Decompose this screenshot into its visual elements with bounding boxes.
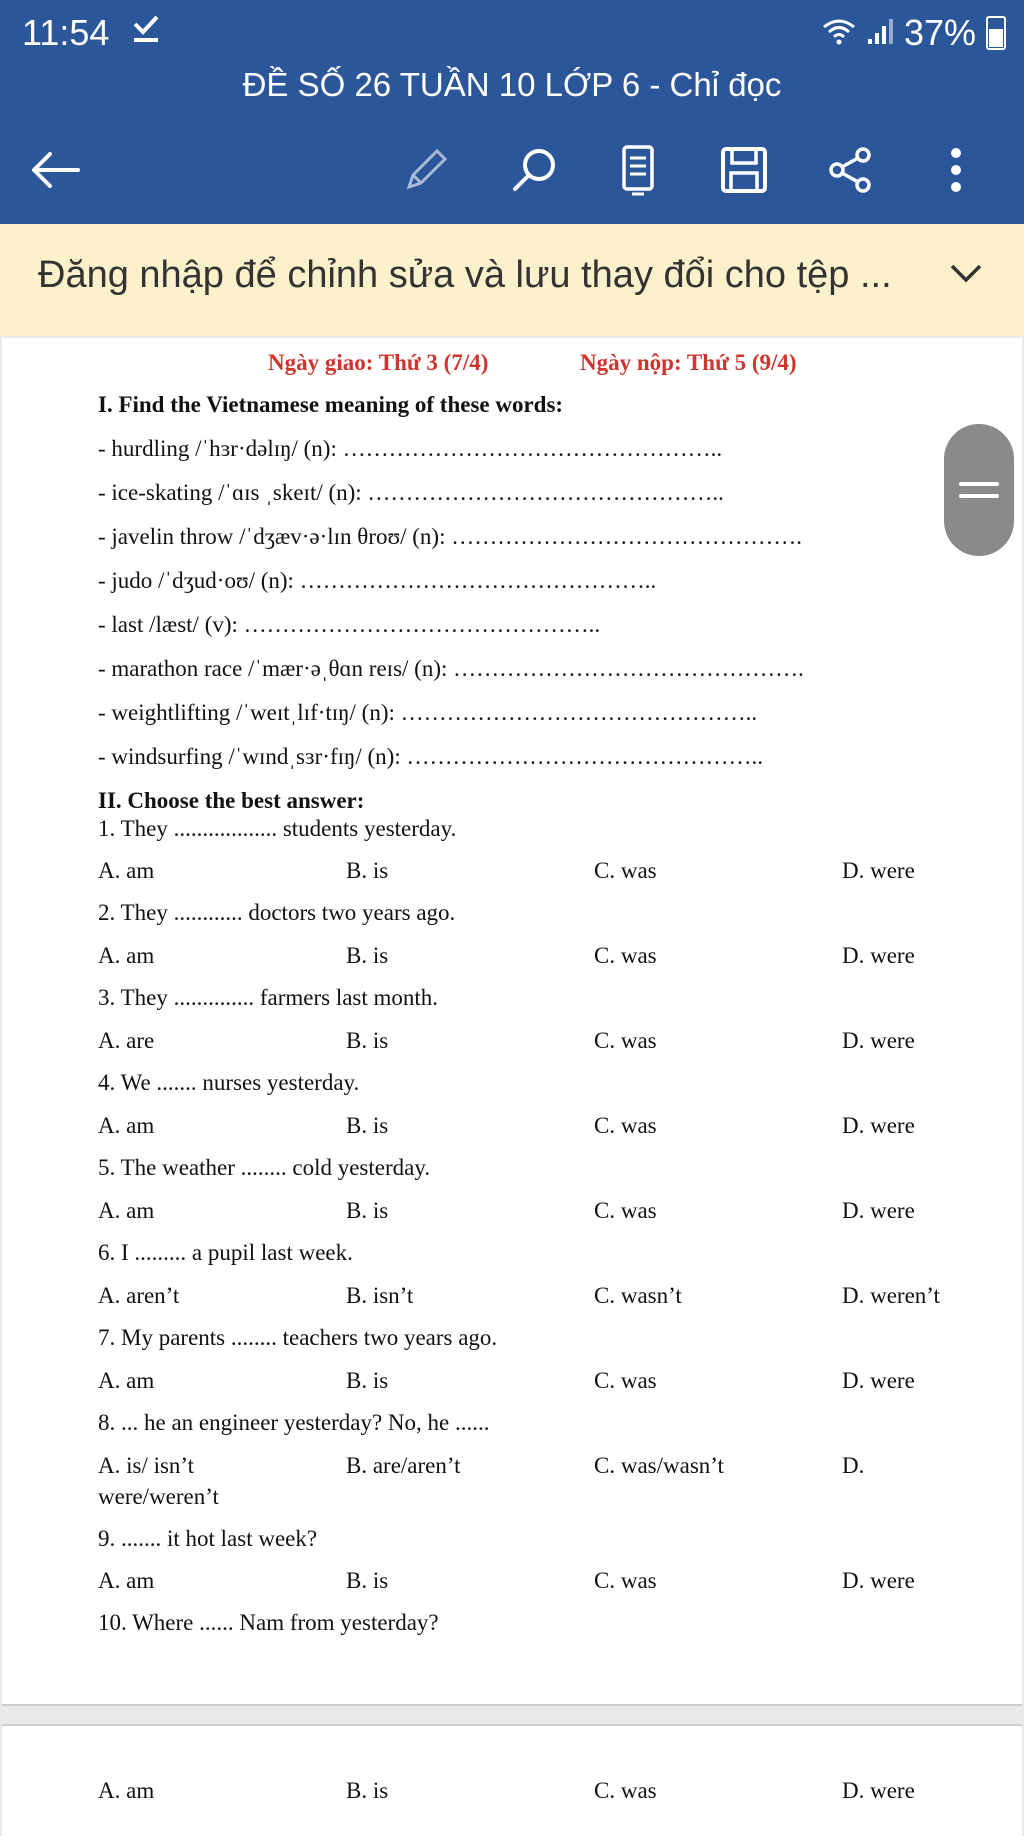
option-d: D. weren’t bbox=[842, 1283, 940, 1308]
question: 1. They .................. students yesterday. bbox=[98, 816, 457, 841]
scroll-handle[interactable] bbox=[944, 424, 1014, 556]
option-c: C. was bbox=[594, 1113, 657, 1138]
save-icon[interactable] bbox=[716, 142, 772, 198]
option-d: D. bbox=[842, 1453, 865, 1478]
edit-pencil-icon[interactable] bbox=[398, 142, 454, 198]
option-b: B. is bbox=[346, 943, 389, 968]
vocab-item: - hurdling /ˈhɜr·dəlɪŋ/ (n): ………………………………………….. bbox=[98, 436, 723, 461]
vocab-item: - weightlifting /ˈweɪtˌlɪf·tɪŋ/ (n): ……………………………………….. bbox=[98, 700, 758, 725]
date-given: Ngày giao: Thứ 3 (7/4) bbox=[268, 350, 489, 375]
option-a: A. am bbox=[98, 1113, 155, 1138]
option-b: B. is bbox=[346, 1368, 389, 1393]
question: 6. I ......... a pupil last week. bbox=[98, 1240, 353, 1265]
option-c: C. was bbox=[594, 1198, 657, 1223]
download-done-icon bbox=[132, 14, 160, 53]
option-b: B. is bbox=[346, 1568, 389, 1593]
question: 10. Where ...... Nam from yesterday? bbox=[98, 1610, 439, 1635]
document-title: ĐỀ SỐ 26 TUẦN 10 LỚP 6 - Chỉ đọc bbox=[242, 66, 782, 103]
option-c: C. was bbox=[594, 1778, 657, 1803]
document-page-2 bbox=[2, 1724, 1022, 1836]
option-d: D. were bbox=[842, 1113, 915, 1138]
question: 3. They .............. farmers last month. bbox=[98, 985, 439, 1010]
vocab-item: - last /læst/ (v): ……………………………………….. bbox=[98, 612, 601, 637]
chevron-down-icon[interactable] bbox=[948, 262, 984, 289]
option-d: D. were bbox=[842, 1778, 915, 1803]
option-b: B. is bbox=[346, 1028, 389, 1053]
option-b: B. is bbox=[346, 1113, 389, 1138]
option-c: C. was bbox=[594, 1028, 657, 1053]
question: 7. My parents ........ teachers two years ago. bbox=[98, 1325, 498, 1350]
vocab-item: - windsurfing /ˈwɪndˌsɜr·fɪŋ/ (n): ……………………………………….. bbox=[98, 744, 763, 769]
option-a: A. am bbox=[98, 1568, 155, 1593]
option-a: A. am bbox=[98, 1198, 155, 1223]
option-c: C. was bbox=[594, 943, 657, 968]
vocab-item: - marathon race /ˈmær·əˌθɑn reɪs/ (n): ………………………………………. bbox=[98, 656, 804, 681]
option-b: B. are/aren’t bbox=[346, 1453, 461, 1478]
option-a: A. aren’t bbox=[98, 1283, 180, 1308]
signal-icon bbox=[866, 12, 894, 54]
question: 5. The weather ........ cold yesterday. bbox=[98, 1155, 431, 1180]
option-d: D. were bbox=[842, 1028, 915, 1053]
option-c: C. was bbox=[594, 1368, 657, 1393]
status-time: 11:54 bbox=[22, 12, 110, 53]
option-d: D. were bbox=[842, 1198, 915, 1223]
option-a: A. am bbox=[98, 943, 155, 968]
option-a: A. are bbox=[98, 1028, 155, 1053]
banner-message: Đăng nhập để chỉnh sửa và lưu thay đổi cho tệp ... bbox=[38, 254, 892, 296]
app-header bbox=[0, 0, 1024, 224]
option-d: D. were bbox=[842, 858, 915, 883]
question: 2. They ............ doctors two years ago. bbox=[98, 900, 456, 925]
option-d: D. were bbox=[842, 1568, 915, 1593]
option-b: B. isn’t bbox=[346, 1283, 414, 1308]
question: 8. ... he an engineer yesterday? No, he ...... bbox=[98, 1410, 490, 1435]
vocab-item: - javelin throw /ˈdʒæv·ə·lɪn θroʊ/ (n): ………………………………………. bbox=[98, 524, 802, 549]
option-a: A. is/ isn’t bbox=[98, 1453, 195, 1478]
section-1-title: I. Find the Vietnamese meaning of these words: bbox=[98, 392, 564, 417]
more-options-icon[interactable] bbox=[928, 142, 984, 198]
battery-percent: 37% bbox=[903, 12, 976, 53]
option-b: B. is bbox=[346, 1198, 389, 1223]
reading-view-icon[interactable] bbox=[610, 142, 666, 198]
option-d: D. were bbox=[842, 943, 915, 968]
option-a: A. am bbox=[98, 858, 155, 883]
sign-in-banner[interactable] bbox=[0, 224, 1024, 336]
wifi-icon bbox=[822, 12, 856, 54]
document-page bbox=[2, 338, 1022, 1706]
option-b: B. is bbox=[346, 858, 389, 883]
vocab-item: - ice-skating /ˈɑɪs ˌskeɪt/ (n): ……………………………………….. bbox=[98, 480, 724, 505]
option-b: B. is bbox=[346, 1778, 389, 1803]
option-c: C. wasn’t bbox=[594, 1283, 682, 1308]
option-a: A. am bbox=[98, 1368, 155, 1393]
search-icon[interactable] bbox=[506, 142, 562, 198]
section-2-title: II. Choose the best answer: bbox=[98, 788, 365, 813]
share-icon[interactable] bbox=[822, 142, 878, 198]
option-d: D. were bbox=[842, 1368, 915, 1393]
battery-icon bbox=[986, 16, 1006, 50]
date-due: Ngày nộp: Thứ 5 (9/4) bbox=[580, 350, 797, 375]
option-c: C. was bbox=[594, 1568, 657, 1593]
option-d-continued: were/weren’t bbox=[98, 1484, 219, 1509]
status-indicators bbox=[822, 12, 1006, 54]
question: 4. We ....... nurses yesterday. bbox=[98, 1070, 360, 1095]
option-c: C. was/wasn’t bbox=[594, 1453, 724, 1478]
question: 9. ....... it hot last week? bbox=[98, 1526, 318, 1551]
option-a: A. am bbox=[98, 1778, 155, 1803]
option-c: C. was bbox=[594, 858, 657, 883]
back-arrow-icon[interactable] bbox=[28, 142, 84, 198]
vocab-item: - judo /ˈdʒud·oʊ/ (n): ……………………………………….. bbox=[98, 568, 657, 593]
